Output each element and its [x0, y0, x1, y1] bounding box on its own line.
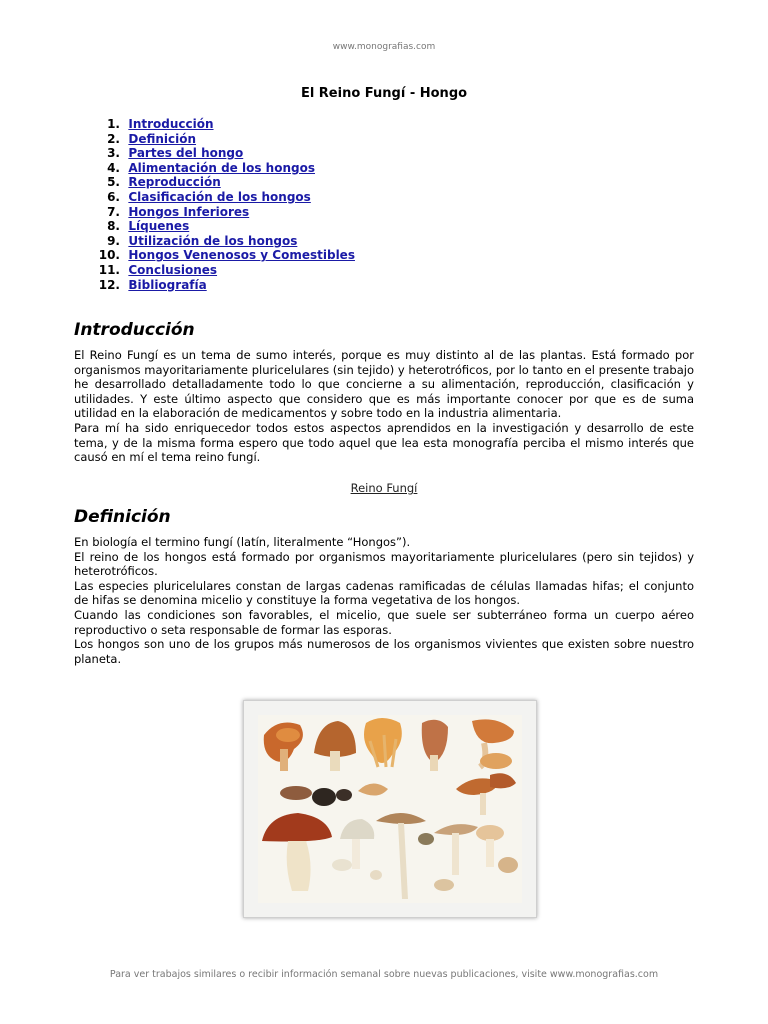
- toc-link-venenosos[interactable]: Hongos Venenosos y Comestibles: [128, 248, 355, 263]
- intro-text: [74, 348, 694, 465]
- toc-item: [84, 161, 355, 176]
- toc-number: 6.: [107, 189, 120, 204]
- toc-number: 12.: [98, 277, 120, 292]
- section-heading-definicion: Definición: [74, 507, 171, 527]
- intro-paragraph: El Reino Fungí es un tema de sumo interés, porque es muy distinto al de las plantas. Está formado por organismos mayoritariamente pluricelulares (sin tejido) y heterotróficos, por lo tanto en el presente trabajo he desarrollado detalladamente todo lo que concierne a su alimentación, reproducción, clasificación y utilidades. Y este último aspecto que considero que es más importante conocer por que es de suma utilidad en la elaboración de medicamentos y sobre todo en la industria alimentaria.: [74, 348, 694, 421]
- toc-link-partes[interactable]: Partes del hongo: [128, 146, 244, 161]
- toc-number: 5.: [107, 175, 120, 190]
- toc-link-reproduccion[interactable]: Reproducción: [128, 175, 221, 190]
- section-heading-introduccion: Introducción: [74, 320, 195, 340]
- image-caption-link[interactable]: Reino Fungí: [350, 481, 418, 495]
- toc-link-definicion[interactable]: Definición: [128, 131, 197, 146]
- toc-item: [84, 146, 355, 161]
- toc-number: 1.: [107, 117, 120, 131]
- toc-number: 9.: [107, 233, 120, 248]
- toc-item: [84, 219, 355, 234]
- toc-item: [84, 190, 355, 205]
- toc-item: [84, 263, 355, 278]
- toc-link-clasificacion[interactable]: Clasificación de los hongos: [128, 189, 311, 204]
- toc-item: [84, 132, 355, 147]
- toc-number: 11.: [98, 262, 120, 277]
- toc-link-liquenes[interactable]: Líquenes: [128, 219, 190, 234]
- mushrooms-drawing: [258, 715, 522, 903]
- toc-link-alimentacion[interactable]: Alimentación de los hongos: [128, 160, 315, 175]
- definition-line: Las especies pluricelulares constan de largas cadenas ramificadas de células llamadas hifas; el conjunto de hifas se denomina micelio y constituye la forma vegetativa de los hongos.: [74, 578, 694, 608]
- definition-line: En biología el termino fungí (latín, literalmente “Hongos”).: [74, 535, 411, 549]
- toc-number: 10.: [98, 248, 120, 263]
- toc-link-inferiores[interactable]: Hongos Inferiores: [128, 204, 250, 219]
- toc-link-conclusiones[interactable]: Conclusiones: [128, 262, 218, 277]
- definition-line: El reino de los hongos está formado por organismos mayoritariamente pluricelulares (pero sin tejidos) y heterotróficos.: [74, 549, 694, 579]
- footer-text: Para ver trabajos similares o recibir información semanal sobre nuevas publicaciones, visite www.monografias.com: [109, 969, 659, 980]
- toc-number: 8.: [107, 219, 120, 234]
- site-header: www.monografias.com: [332, 42, 436, 52]
- intro-paragraph: Para mí ha sido enriquecedor todos estos aspectos aprendidos en la investigación y desarrollo de este tema, y de la misma forma espero que todo aquel que lea esta monografía perciba el mismo interés que causó en mí el tema reino fungí.: [74, 420, 694, 465]
- toc-link-utilizacion[interactable]: Utilización de los hongos: [128, 233, 298, 248]
- toc-number: 3.: [107, 146, 120, 161]
- toc-item: [84, 205, 355, 220]
- mushrooms-illustration: [243, 700, 537, 918]
- toc-link-bibliografia[interactable]: Bibliografía: [128, 277, 207, 292]
- toc-number: 7.: [107, 204, 120, 219]
- toc-item: [84, 234, 355, 249]
- toc-item: [84, 117, 355, 132]
- definition-line: Cuando las condiciones son favorables, el micelio, que suele ser subterráneo forma un cuerpo aéreo reproductivo o seta responsable de formar las esporas.: [74, 607, 694, 637]
- table-of-contents: [84, 117, 355, 292]
- toc-number: 4.: [107, 160, 120, 175]
- toc-item: [84, 278, 355, 293]
- page-title: El Reino Fungí - Hongo: [300, 86, 468, 101]
- toc-number: 2.: [107, 131, 120, 146]
- definition-text: [74, 535, 694, 666]
- toc-item: [84, 248, 355, 263]
- definition-line: Los hongos son uno de los grupos más numerosos de los organismos vivientes que existen sobre nuestro planeta.: [74, 637, 694, 666]
- toc-link-introduccion[interactable]: Introducción: [128, 117, 214, 131]
- toc-item: [84, 175, 355, 190]
